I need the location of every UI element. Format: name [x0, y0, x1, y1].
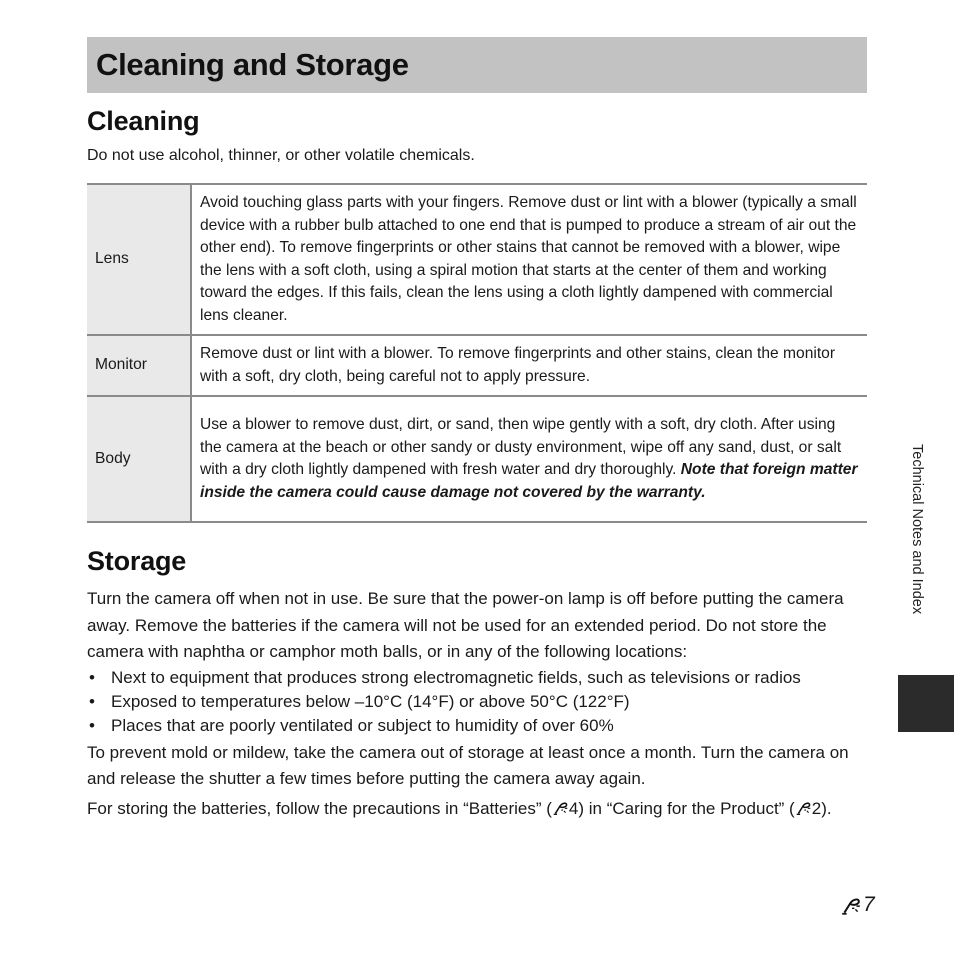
cleaning-table	[87, 183, 867, 523]
page-number	[840, 893, 875, 917]
title-bar	[87, 37, 867, 93]
bullet: •	[89, 667, 95, 687]
side-tab-label: Technical Notes and Index	[909, 444, 925, 615]
page-number-value: 7	[863, 893, 875, 916]
table-row	[87, 184, 867, 335]
list-item-text: Next to equipment that produces strong electromagnetic fields, such as televisions or radios	[111, 667, 801, 687]
technical-notes-icon	[840, 894, 862, 916]
storage-body	[87, 586, 873, 822]
row-label: Lens	[87, 184, 191, 335]
text-part: ).	[821, 798, 832, 818]
row-label: Monitor	[87, 335, 191, 396]
row-description	[191, 184, 867, 335]
cleaning-intro: Do not use alcohol, thinner, or other volatile chemicals.	[87, 147, 475, 164]
page-ref[interactable]: 2	[811, 798, 822, 818]
batteries-paragraph	[87, 796, 873, 823]
mold-paragraph: To prevent mold or mildew, take the camera out of storage at least once a month. Turn the camera on and release the shutter a few times before putting the camera away again.	[87, 742, 849, 788]
row-description	[191, 335, 867, 396]
warranty-note: Note that foreign matter inside the camera could cause damage not covered by the warranty.	[200, 461, 858, 501]
row-text: Use a blower to remove dust, dirt, or sand, then wipe gently with a soft, dry cloth. After using the camera at the beach or other sandy or dusty environment, wipe off any sand, dust, or salt with a dry cloth lightly dampened with fresh water and dry thoroughly.	[200, 416, 842, 478]
row-description	[191, 396, 867, 522]
technical-notes-icon	[795, 799, 812, 816]
storage-heading: Storage	[87, 546, 187, 576]
text-part: ) in “Caring for the Product” (	[578, 798, 795, 818]
row-text: Remove dust or lint with a blower. To remove fingerprints and other stains, clean the monitor with a soft, dry cloth, being careful not to apply pressure.	[200, 345, 836, 385]
list-item-text: Exposed to temperatures below –10°C (14°F) or above 50°C (122°F)	[111, 691, 630, 711]
row-text: Avoid touching glass parts with your fingers. Remove dust or lint with a blower (typically a small device with a rubber bulb attached to one end that is pumped to produce a stream of air out the other end). To remove fingerprints or other stains that cannot be removed with a blower, wipe the lens with a soft cloth, using a spiral motion that starts at the center of them and working toward the edges. If this fails, clean the lens using a cloth lightly dampened with commercial lens cleaner.	[200, 194, 857, 324]
cleaning-heading: Cleaning	[87, 106, 200, 136]
page-title: Cleaning and Storage	[96, 47, 409, 82]
storage-paragraph: Turn the camera off when not in use. Be sure that the power-on lamp is off before putting the camera away. Remove the batteries if the camera will not be used for an extended period. Do not store the camera with naphtha or camphor moth balls, or in any of the following locations:	[87, 589, 844, 661]
text-part: For storing the batteries, follow the precautions in “Batteries” (	[87, 798, 552, 818]
technical-notes-icon	[552, 799, 569, 816]
bullet: •	[89, 691, 95, 711]
list-item	[87, 690, 873, 713]
table-row	[87, 396, 867, 522]
bullet: •	[89, 715, 95, 735]
storage-locations-list	[87, 666, 873, 737]
list-item	[87, 666, 873, 689]
table-row	[87, 335, 867, 396]
page-ref[interactable]: 4	[568, 798, 579, 818]
side-tab-marker	[898, 675, 954, 732]
list-item	[87, 714, 873, 737]
row-label: Body	[87, 396, 191, 522]
list-item-text: Places that are poorly ventilated or subject to humidity of over 60%	[111, 715, 614, 735]
